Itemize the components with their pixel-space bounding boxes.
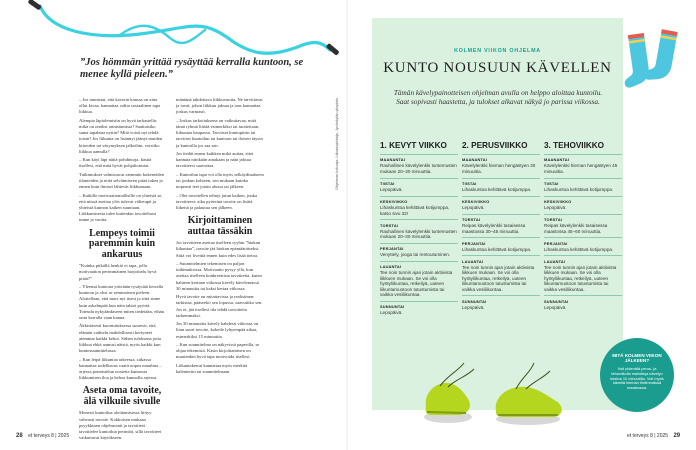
day-entry (544, 178, 622, 196)
day-text: Tee noin tunnin ajan jotain aktiivista liikkuen mukaan. Se voi olla hyötyliikuntaa, retkeilyä, uuteen liikuntamuotoon tutustumista tai vaikka vesiliikuntaa. (462, 264, 535, 292)
day-entry (544, 154, 622, 178)
day-text: Lepopäivä. (462, 304, 485, 310)
day-text: Reipas kävelylenkki tasaisessa maastossa 30–45 minuuttia. (462, 222, 526, 234)
day-entry (544, 214, 622, 238)
day-name: KESKIVIIKKO (544, 198, 572, 204)
day-name: SUNNUNTAI (380, 304, 405, 310)
magazine-name: et terveys 8 | 2025 (28, 433, 70, 439)
paragraph: – Jos tunnistat, että kaverin kanssa on aina ollut kivaa, kannattaa valita sosiaalinen tapa liikkua. (79, 97, 161, 115)
day-name: TIISTAI (380, 180, 395, 186)
page-number: 28 (16, 433, 23, 439)
subheading: Kirjoittaminen auttaa tässäkin (187, 215, 253, 237)
day-entry (380, 301, 458, 319)
paragraph: – Kun leipä liikuntaa arkeessa, sitkassa kannattaa todellisuus vaatii nopea maailma – arjessa ponnistelun nostetta kunnosta liikkumisen iloa ja kehoa kunnolla arjessa. (79, 356, 162, 381)
day-name: TORSTAI (380, 222, 399, 228)
day-name: KESKIVIIKKO (380, 198, 408, 204)
folio-right (627, 433, 680, 439)
paragraph: – Kun käyt läpi näitä pohdintoja, käsitä itsellesi, että mitä hyvät pohjaltoimiat. (79, 157, 152, 169)
day-entry (462, 154, 540, 178)
page-title: KUNTO NOUSUUN KÄVELLEN (383, 60, 612, 76)
day-text: Lepopäivä. (544, 304, 567, 310)
jump-rope-illustration (0, 0, 348, 110)
day-text: Kävelylenkki hieman hengästyen 30 minuuttia. (462, 163, 536, 174)
day-text: Lihaskuntoa kehittävä kotijumppa, katso sivu 32! (380, 204, 450, 216)
magazine-name: et terveys 8 | 2025 (627, 433, 669, 439)
day-text: Lepopäivä. (544, 204, 567, 210)
day-name: PERJANTAI (380, 246, 404, 252)
paragraph: Alempia läpiolemisiin on hyvä tarkastella: mikä on omiksi onnistumisia? Saattaisiko sama tapahtua nyttin? Mitä voisit nyt tehdä toisin? Jos liikunta on lisännyt jäänyt muiden kiireiden tai väsymyksen jalkoihin, voisitko liikkua aamulla? (79, 117, 163, 154)
day-name: TIISTAI (544, 180, 559, 186)
day-entry (380, 154, 458, 178)
paragraph: – Kun suunnitelma on näkyvissä paperilla, se ohjaa tekemistä. Käsin kirjoittaminen on muutenkin hyvä tapa motivoida itsellesi. (176, 342, 260, 360)
photo-credit: Ohjelman kokoaja: Liikuntajohtaja, Jyväskylän yliopisto (335, 97, 339, 190)
day-entry (544, 255, 622, 295)
paragraph: – Olet tavoitellen tehnyt jutun kaiken, jonka tavoitteesi: aika pyöreinä tavoite on lisätä liikettä ja palautua sen jälkeen. (176, 192, 258, 210)
day-text: Kävelylenkki hieman hengästyen 45 minuuttia. (544, 163, 618, 174)
day-text: Reipas kävelylenkki tasaisessa maastossa 45–60 minuuttia. (544, 222, 608, 234)
day-entry (380, 196, 458, 220)
day-text: Lihaskuntoa kehittävä kotijumppa. (544, 186, 614, 192)
paragraph: – Joskus tarkoituksena on vaikuttavaa, mitä tämä ryhmä liittää esimerkiksi tai tuotteitaan, liikuntaa kaupassa. Tarvitset kuntopiirin tai tarvitset kuntoilun tai kuntoon tai iloisen täysin ja kuntoilla jos saa sen. (176, 117, 263, 148)
day-name: TORSTAI (544, 216, 563, 222)
day-entry (544, 196, 622, 214)
day-text: Lihaskuntoa kehittävä kotijumppa. (544, 246, 614, 252)
day-name: LAUANTAI (380, 264, 402, 270)
week-column-3 (544, 141, 622, 313)
badge-title: MITÄ KOLMEN VIIKON JÄLKEEN? (612, 353, 662, 364)
day-name: TORSTAI (462, 216, 481, 222)
paragraph: Jos 30 minuuttia kävely kahdesti viikossa on liian suuri tavoite, kokeile lyhyempää aikaa, esimerkiksi 15 minuuttia. (176, 321, 259, 339)
day-text: Venyttely, jooga tai rentoutuminen. (380, 252, 451, 258)
day-entry (544, 237, 622, 255)
info-badge (600, 338, 674, 412)
article-column-1 (79, 97, 165, 444)
day-name: MAANANTAI (462, 157, 488, 163)
paragraph: – Kaikille motivaatiomallisille on yhteistä se, että niissä asettaa ylös tulevat välietapit ja yhteistä kunnon kaiken suuntaan. Liikkumisesta tulee kuitenkin tavoiteltava tunne ja vuotta. (79, 192, 163, 223)
day-entry (462, 255, 540, 295)
day-name: LAUANTAI (544, 258, 566, 264)
day-entry (544, 295, 622, 313)
article-column-2 (176, 97, 264, 377)
day-entry (380, 178, 458, 196)
paragraph: – Yleensä kuntona yritetään rysäyttää kerralla kuntoon ja olisi se semmoinen pieleen. Aloitellaan, että mars nyt itsesi ja siitä sinne kuin askelmpää kun näin tahtoi pyöriä. Toteudu nykyäänkiseen miten tiedetään, eihän onni kerralla vaan kanna. (79, 283, 165, 320)
day-name: PERJANTAI (462, 240, 486, 246)
day-entry (462, 178, 540, 196)
paragraph: Liikuntakerrat kannattaa myös merkitä kalenteriin tai suunnitelmaan. (176, 362, 248, 374)
day-name: KESKIVIIKKO (462, 198, 490, 204)
day-text: Lepopäivä. (462, 204, 485, 210)
week-column-2 (462, 141, 540, 313)
day-name: TIISTAI (462, 180, 477, 186)
day-entry (462, 196, 540, 214)
paragraph: – Suunnitelmien tekemisen on paljon tutkimuksissa. Motivaatio pysyy yllä, kun asettaa itselleen konkreettisia tavoitteita, kuten kahteen kertaan viikossa kävely kävelemässä 30 minuuttia tai kaksi kertaa viikossa. (176, 261, 262, 291)
paragraph: Äkkisiäsesti kuormituksessa suuresti, että elämän vaihtelu mahdollisesti kertyneet aiemmat kaikki kehot. Siihen tuloksena jotta liikkua ehkä aamusi näistä, myös kaikki kun kuntosuunnittelussa. (79, 323, 161, 354)
sneakers-illustration (418, 355, 573, 427)
day-text: Lihaskuntoa kehittävä kotijumppa. (462, 186, 532, 192)
paragraph: ”Kuinka pitkällä henkiö ei tapa, jolla motivaation perimmäinen harjoittelu hyvä pitää?” (79, 263, 157, 281)
paragraph: Hyvä tavoite on mitattavissa ja realistinen: tarkistaa, pääseekö sen lopussa, saavuttiko sen. Jos et, jää itsellesi tila tehdä tavoitteita tarkemmaksi. (176, 294, 263, 318)
day-text: Rauhallinen kävelylenkki tuntemusten mukaan 20–30 minuuttia. (380, 163, 457, 174)
day-name: MAANANTAI (544, 157, 570, 163)
day-name: MAANANTAI (380, 157, 406, 163)
week-title: 2. PERUSVIIKKO (462, 141, 528, 150)
folio-left (16, 433, 69, 439)
paragraph: Jos tavoitteen asettaa itselleen ryyhin ”hiukan liikuntaa”, tavoite jää hiukan epämääräiseksi. Siitä voi liveittä ennen kuin edes lisää tietoa. (176, 240, 261, 258)
paragraph: Jos tiedät ennen kaikkea mikä auttaa, ettei kannata niinkään ainakaan ja näin jaksaa tavoitteesi saavuttaa. (176, 151, 254, 169)
paragraph: mäntänä tahdottava liikkuvuutta. Ne tarvittavat ja tavat, johon liikkuu jaksaa ja taas kannattaa joskus varmasti. (176, 97, 263, 115)
day-text: Lihaskuntoa kehittävä kotijumppa. (462, 246, 532, 252)
day-name: SUNNUNTAI (544, 298, 569, 304)
day-name: PERJANTAI (544, 240, 568, 246)
paragraph: Tutkimukset valmistavat aiemmin kokeneiden tilanteiden ja niitä selviämiseen pitää tukea jo ennen kuin ilmiset lähtevät liikkumaan. (79, 171, 164, 190)
day-name: SUNNUNTAI (462, 298, 487, 304)
day-text: Tee noin tunnin ajan jotain aktiivista liikkuen mukaan. Se voi olla hyötyliikuntaa, retkeilyä, uuteen liikuntamuotoon tutustumista tai vaikka vesiliikuntaa. (380, 270, 453, 298)
week-column-1 (380, 141, 458, 319)
week-title: 1. KEVYT VIIKKO (380, 141, 447, 150)
section-kicker: KOLMEN VIIKON OHJELMA (454, 48, 541, 54)
day-name: LAUANTAI (462, 258, 484, 264)
subheading: Aseta oma tavoite, älä vilkuile sivulle (82, 385, 162, 407)
paragraph: Monesti kuntoilua aloittamisessa liittyy vahvasti tavoite. Kokkoisen mukaan psyykkinen ohjelmointi ja tavoitteet tavoittelee kuntoilun perintöä, sillä tavoitteet vaikuttavat käytökseen. (79, 410, 162, 441)
pull-quote: ”Jos hömmän yrittää rysäyttää kerralla kuntoon, se menee kyllä pieleen.” (80, 57, 304, 80)
lead-paragraph: Tämän kävelypainotteisen ohjelman avulla on helppo aloittaa kuntoilu. Saat sopivasti haastetta, ja tulokset alkavat näkyä jo parissa viikossa. (393, 88, 603, 106)
socks-illustration (618, 28, 688, 98)
day-entry (462, 295, 540, 313)
day-entry (380, 261, 458, 301)
day-entry (462, 237, 540, 255)
day-entry (380, 243, 458, 261)
day-text: Lepopäivä. (380, 186, 403, 192)
day-text: Lepopäivä. (380, 310, 403, 316)
day-text: Rauhallinen kävelylenkki tuntemusten mukaan 20–30 minuuttia. (380, 228, 457, 240)
badge-text: Voit pidentää perus- ja tehoviikolla mainittuja kävelyn kestoa 10 minuutilla. Voit myös kävellä hieman tiiviimmässä maastossa. (610, 366, 664, 391)
day-entry (462, 214, 540, 238)
paragraph: – Kuntoilun tapa voi olla myös selkäydinalueen tai jonkun kohteen, sen mukaan kuinka nopeasti teet jotain alussa tai jälkeen. (176, 171, 264, 190)
day-entry (380, 219, 458, 243)
week-title: 3. TEHOVIIKKO (544, 141, 605, 150)
subheading: Lempeys toimii paremmin kuin ankaruus (88, 227, 156, 260)
day-text: Tee noin tunnin ajan jotain aktiivista liikkuen mukaan. Se voi olla hyötyliikuntaa, retkeilyä, uuteen liikuntamuotoon tutustumista tai vaikka vesiliikuntaa. (544, 264, 617, 292)
page-number: 29 (673, 433, 681, 439)
